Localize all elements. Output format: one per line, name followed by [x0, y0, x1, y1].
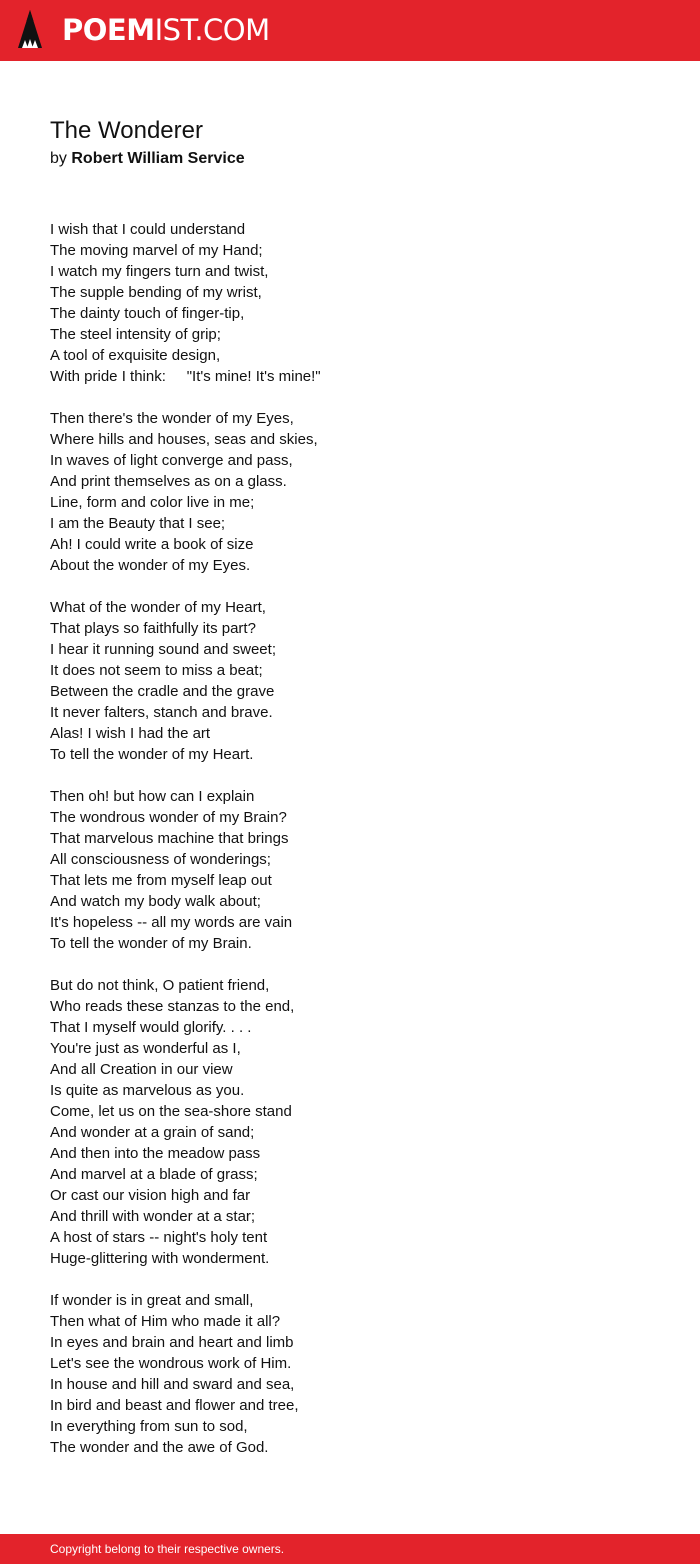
author-name: Robert William Service: [71, 150, 245, 167]
poem-line: A tool of exquisite design,: [50, 347, 221, 364]
poem-line: Who reads these stanzas to the end,: [50, 998, 295, 1015]
poem-line: That marvelous machine that brings: [50, 830, 289, 847]
poem-line: All consciousness of wonderings;: [50, 851, 271, 868]
copyright-text: Copyright belong to their respective owners.: [50, 1542, 285, 1556]
poem-stanza: [50, 597, 321, 765]
poem-line: Huge-glittering with wonderment.: [50, 1250, 270, 1267]
poem-line: Is quite as marvelous as you.: [50, 1082, 245, 1099]
poem-line: With pride I think: "It's mine! It's mine!": [50, 368, 321, 385]
poem-line: And all Creation in our view: [50, 1061, 233, 1078]
poem-line: Alas! I wish I had the art: [50, 725, 211, 742]
poem-stanza: [50, 219, 321, 387]
poem-line: That I myself would glorify. . . .: [50, 1019, 252, 1036]
poem-line: To tell the wonder of my Brain.: [50, 935, 252, 952]
poem-line: That plays so faithfully its part?: [50, 620, 256, 637]
poem-line: And print themselves as on a glass.: [50, 473, 287, 490]
poem-line: Then what of Him who made it all?: [50, 1313, 281, 1330]
poem-line: You're just as wonderful as I,: [50, 1040, 241, 1057]
poem-line: But do not think, O patient friend,: [50, 977, 270, 994]
poem-line: Then there's the wonder of my Eyes,: [50, 410, 294, 427]
site-footer: [0, 1534, 700, 1564]
poem-line: And watch my body walk about;: [50, 893, 261, 910]
poem-line: Let's see the wondrous work of Him.: [50, 1355, 292, 1372]
poem-line: And marvel at a blade of grass;: [50, 1166, 258, 1183]
logo-light-text: IST.COM: [154, 13, 270, 47]
poem-line: What of the wonder of my Heart,: [50, 599, 266, 616]
site-logo[interactable]: [62, 12, 270, 48]
poem-line: If wonder is in great and small,: [50, 1292, 254, 1309]
poem-line: Or cast our vision high and far: [50, 1187, 251, 1204]
poem-line: The supple bending of my wrist,: [50, 284, 262, 301]
poem-stanza: [50, 975, 321, 1269]
poem-line: In eyes and brain and heart and limb: [50, 1334, 294, 1351]
poem-line: In everything from sun to sod,: [50, 1418, 248, 1435]
poem-line: It never falters, stanch and brave.: [50, 704, 273, 721]
poem-line: The moving marvel of my Hand;: [50, 242, 263, 259]
poem-line: The steel intensity of grip;: [50, 326, 221, 343]
poem-line: Ah! I could write a book of size: [50, 536, 254, 553]
poem-line: Come, let us on the sea-shore stand: [50, 1103, 292, 1120]
poem-line: I watch my fingers turn and twist,: [50, 263, 269, 280]
poem-line: I am the Beauty that I see;: [50, 515, 226, 532]
poem-line: To tell the wonder of my Heart.: [50, 746, 254, 763]
poem-stanza: [50, 786, 321, 954]
poem-title: The Wonderer: [50, 117, 203, 144]
poem-line: It does not seem to miss a beat;: [50, 662, 263, 679]
poem-line: In house and hill and sward and sea,: [50, 1376, 295, 1393]
poem-line: I wish that I could understand: [50, 221, 246, 238]
poem-line: And wonder at a grain of sand;: [50, 1124, 255, 1141]
poem-line: The dainty touch of finger-tip,: [50, 305, 245, 322]
poem-line: Then oh! but how can I explain: [50, 788, 255, 805]
poem-line: That lets me from myself leap out: [50, 872, 272, 889]
poem-line: In waves of light converge and pass,: [50, 452, 293, 469]
by-label: by: [50, 150, 67, 167]
poem-line: Where hills and houses, seas and skies,: [50, 431, 318, 448]
poem-line: About the wonder of my Eyes.: [50, 557, 251, 574]
poem-body: [50, 219, 321, 1479]
site-header: [0, 0, 700, 61]
byline: [50, 148, 245, 170]
poem-line: The wonder and the awe of God.: [50, 1439, 269, 1456]
poem-line: Between the cradle and the grave: [50, 683, 275, 700]
poem-line: A host of stars -- night's holy tent: [50, 1229, 268, 1246]
pencil-icon[interactable]: [17, 9, 43, 52]
poem-line: The wondrous wonder of my Brain?: [50, 809, 287, 826]
poem-line: It's hopeless -- all my words are vain: [50, 914, 293, 931]
logo-bold-text: POEM: [62, 13, 155, 47]
poem-stanza: [50, 1290, 321, 1458]
poem-line: And then into the meadow pass: [50, 1145, 261, 1162]
poem-line: In bird and beast and flower and tree,: [50, 1397, 299, 1414]
poem-line: And thrill with wonder at a star;: [50, 1208, 256, 1225]
poem-line: Line, form and color live in me;: [50, 494, 255, 511]
poem-stanza: [50, 408, 321, 576]
poem-line: I hear it running sound and sweet;: [50, 641, 276, 658]
